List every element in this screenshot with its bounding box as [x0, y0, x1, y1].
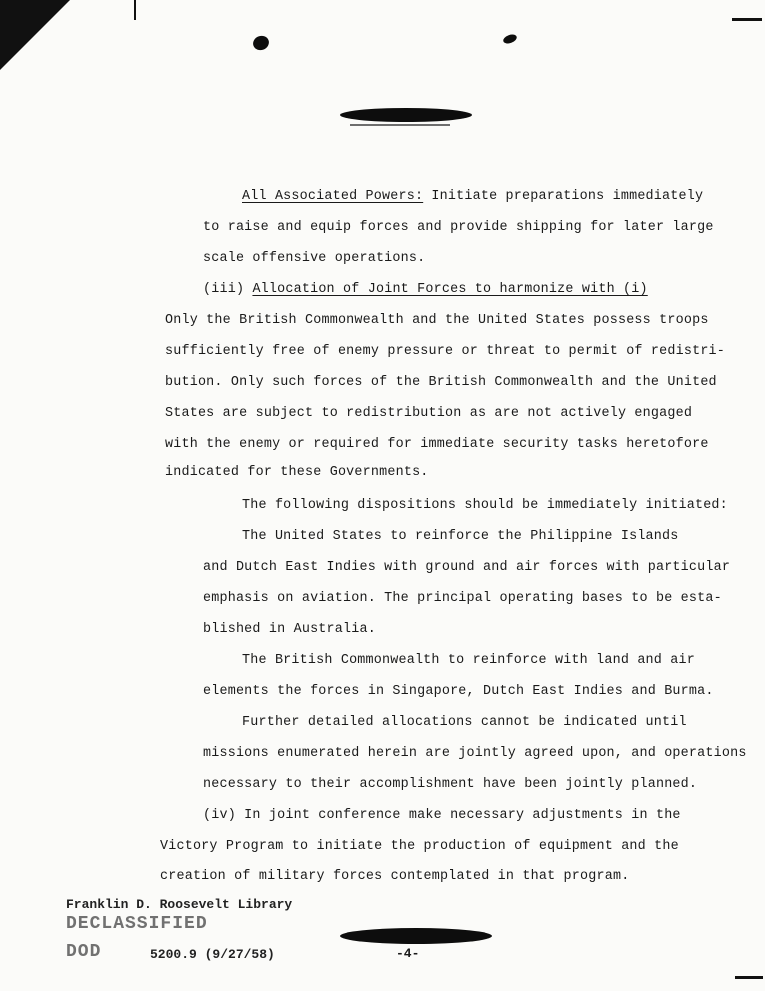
p3-line6: indicated for these Governments. — [165, 465, 429, 480]
p1-heading: All Associated Powers: — [242, 189, 424, 204]
p7-line2: missions enumerated herein are jointly agreed upon, and operations — [203, 746, 747, 761]
p3-line5: with the enemy or required for immediate security tasks heretofore — [165, 437, 709, 452]
p1-line3: scale offensive operations. — [203, 251, 426, 266]
dir-reference: 5200.9 (9/27/58) — [150, 947, 275, 962]
p8-line2: Victory Program to initiate the production of equipment and the — [160, 839, 679, 854]
p3-line4: States are subject to redistribution as are not actively engaged — [165, 406, 693, 421]
p3-line3: bution. Only such forces of the British Commonwealth and the United — [165, 375, 717, 390]
p6-line1: The British Commonwealth to reinforce with land and air — [242, 653, 695, 668]
p2-number: (iii) — [203, 282, 245, 297]
scan-corner-shadow — [0, 0, 70, 70]
p1-line2: to raise and equip forces and provide shipping for later large — [203, 220, 714, 235]
ink-blot-right — [502, 33, 518, 45]
scan-mark-left-tick — [134, 0, 136, 20]
p6-line2: elements the forces in Singapore, Dutch East Indies and Burma. — [203, 684, 714, 699]
scan-mark-top-right — [732, 18, 762, 21]
page-number: -4- — [396, 946, 420, 961]
p2-heading: Allocation of Joint Forces to harmonize with (i) — [252, 282, 648, 297]
declassified-stamp: DECLASSIFIED — [66, 914, 208, 934]
p3-line1: Only the British Commonwealth and the United States possess troops — [165, 313, 709, 328]
p5-line3: emphasis on aviation. The principal operating bases to be esta- — [203, 591, 722, 606]
scan-mark-bottom-right — [735, 976, 763, 979]
p2-heading-line — [203, 282, 648, 298]
redaction-bar-bottom — [340, 928, 492, 944]
redaction-bar-top — [340, 108, 472, 122]
p5-line2: and Dutch East Indies with ground and air forces with particular — [203, 560, 731, 575]
p5-line4: blished in Australia. — [203, 622, 376, 637]
redaction-residue-top — [350, 124, 450, 126]
p5-line1: The United States to reinforce the Philippine Islands — [242, 529, 679, 544]
p4-line1: The following dispositions should be immediately initiated: — [242, 498, 728, 513]
p3-line2: sufficiently free of enemy pressure or threat to permit of redistri- — [165, 344, 726, 359]
dod-stamp-prefix: DOD — [66, 942, 102, 962]
p1-line1-rest: Initiate preparations immediately — [423, 189, 704, 204]
p7-line3: necessary to their accomplishment have been jointly planned. — [203, 777, 698, 792]
p8-line3: creation of military forces contemplated in that program. — [160, 869, 630, 884]
p8-line1: (iv) In joint conference make necessary adjustments in the — [203, 808, 681, 823]
library-stamp: Franklin D. Roosevelt Library — [66, 897, 293, 912]
p7-line1: Further detailed allocations cannot be indicated until — [242, 715, 687, 730]
p1-line1 — [242, 189, 703, 205]
ink-blot-left — [251, 34, 271, 53]
